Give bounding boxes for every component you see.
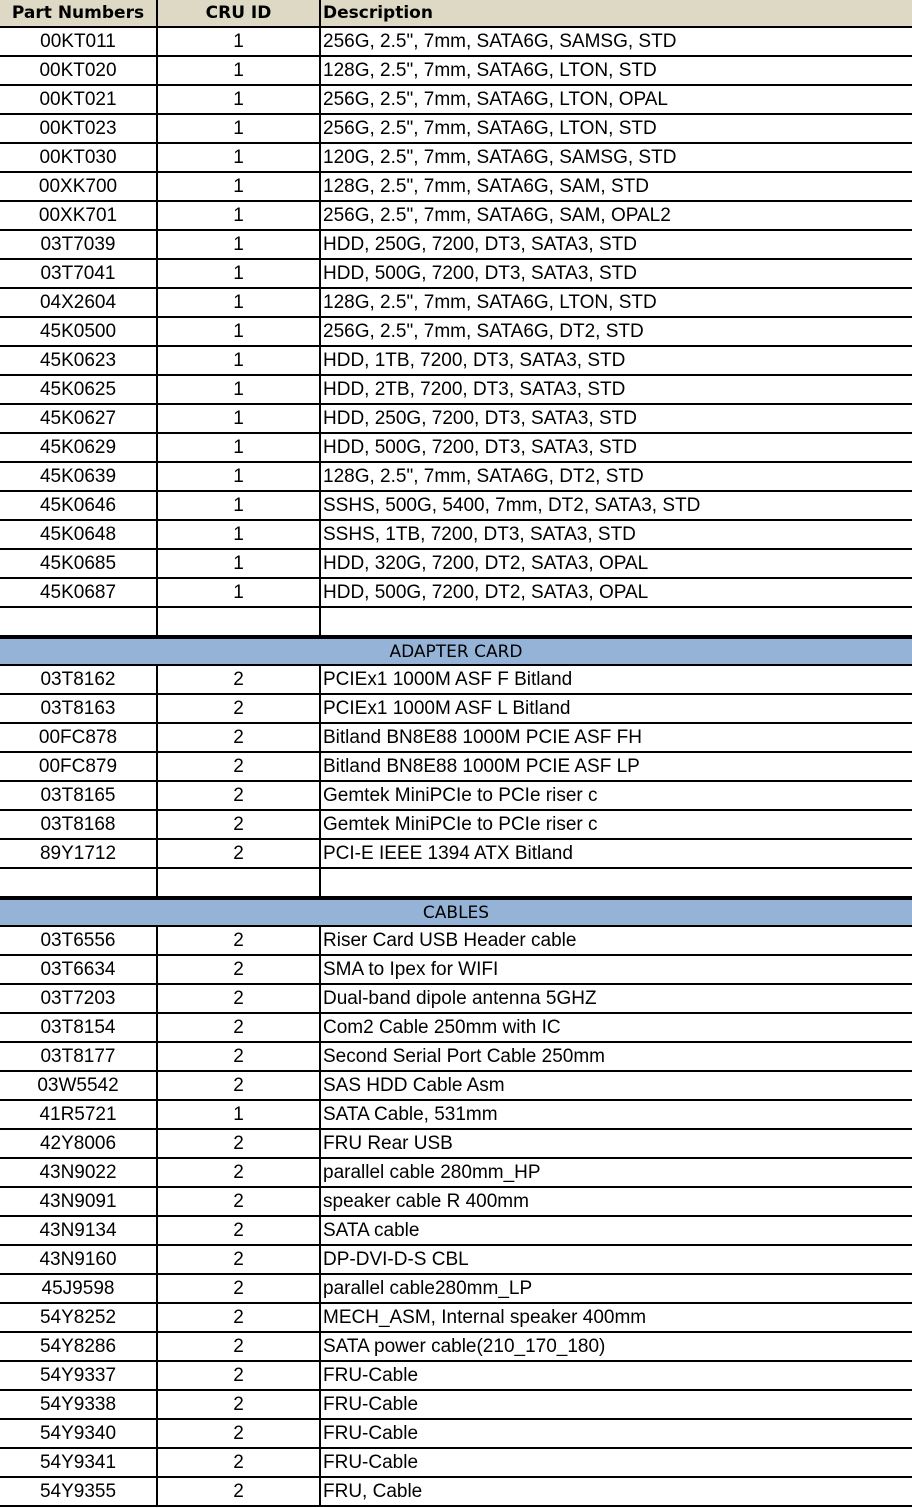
table-row xyxy=(0,1188,912,1217)
table-row xyxy=(0,144,912,173)
table-row xyxy=(0,1043,912,1072)
description-cell[interactable]: PCIEx1 1000M ASF L Bitland xyxy=(323,697,571,719)
part-number-cell[interactable]: 41R5721 xyxy=(0,1101,158,1128)
cru-id-cell[interactable]: 2 xyxy=(158,1130,321,1157)
cru-id-cell[interactable]: 2 xyxy=(158,1072,321,1099)
part-number-cell[interactable]: 03T8163 xyxy=(0,695,158,722)
part-number-cell[interactable]: 54Y8252 xyxy=(0,1304,158,1331)
table-row xyxy=(0,434,912,463)
blank-row xyxy=(0,869,912,898)
cru-id-cell[interactable]: 1 xyxy=(158,57,321,84)
table-row xyxy=(0,579,912,608)
part-number-cell[interactable]: 03T7041 xyxy=(0,260,158,287)
part-number-cell[interactable]: 45K0623 xyxy=(0,347,158,374)
part-number-cell[interactable]: 45K0639 xyxy=(0,463,158,490)
description-cell[interactable]: PCIEx1 1000M ASF F Bitland xyxy=(323,668,573,690)
empty-cell[interactable] xyxy=(158,869,321,896)
cru-id-cell[interactable]: 2 xyxy=(158,1478,321,1505)
adapter-group xyxy=(0,666,912,869)
part-number-cell[interactable]: 54Y8286 xyxy=(0,1333,158,1360)
table-row xyxy=(0,1101,912,1130)
cru-id-cell[interactable]: 2 xyxy=(158,1362,321,1389)
empty-cell[interactable] xyxy=(321,869,912,896)
cru-id-cell[interactable]: 2 xyxy=(158,1246,321,1273)
part-number-cell[interactable]: 43N9160 xyxy=(0,1246,158,1273)
cru-id-cell[interactable]: 2 xyxy=(158,811,321,838)
blank-row xyxy=(0,608,912,637)
table-row xyxy=(0,289,912,318)
table-row xyxy=(0,463,912,492)
part-number-cell[interactable]: 00XK701 xyxy=(0,202,158,229)
part-number-cell[interactable]: 42Y8006 xyxy=(0,1130,158,1157)
part-number-cell[interactable]: 45K0646 xyxy=(0,492,158,519)
cru-id-cell[interactable]: 2 xyxy=(158,1420,321,1447)
part-number-cell[interactable]: 54Y9338 xyxy=(0,1391,158,1418)
part-number-cell[interactable]: 54Y9355 xyxy=(0,1478,158,1505)
cables-group xyxy=(0,927,912,1507)
part-number-cell[interactable]: 03T8168 xyxy=(0,811,158,838)
table-row xyxy=(0,405,912,434)
description-cell[interactable]: FRU, Cable xyxy=(323,1480,423,1502)
part-number-cell[interactable]: 00KT021 xyxy=(0,86,158,113)
description-cell[interactable]: Com2 Cable 250mm with IC xyxy=(323,1016,561,1038)
table-row xyxy=(0,231,912,260)
header-part-numbers[interactable]: Part Numbers xyxy=(0,0,158,26)
cru-id-cell[interactable]: 2 xyxy=(158,695,321,722)
part-number-cell[interactable]: 00KT020 xyxy=(0,57,158,84)
cru-id-cell[interactable]: 1 xyxy=(158,231,321,258)
cru-id-cell[interactable]: 1 xyxy=(158,492,321,519)
description-cell[interactable]: 256G, 2.5", 7mm, SATA6G, SAMSG, STD xyxy=(323,30,677,52)
part-number-cell[interactable]: 00FC878 xyxy=(0,724,158,751)
cru-id-cell[interactable]: 1 xyxy=(158,376,321,403)
storage-group xyxy=(0,28,912,608)
part-number-cell[interactable]: 43N9091 xyxy=(0,1188,158,1215)
cru-id-cell[interactable]: 2 xyxy=(158,1333,321,1360)
description-cell[interactable]: HDD, 250G, 7200, DT3, SATA3, STD xyxy=(323,407,637,429)
table-row xyxy=(0,1449,912,1478)
description-cell[interactable]: Bitland BN8E88 1000M PCIE ASF FH xyxy=(323,726,642,748)
description-cell[interactable]: HDD, 320G, 7200, DT2, SATA3, OPAL xyxy=(323,552,649,574)
cru-id-cell[interactable]: 2 xyxy=(158,724,321,751)
description-cell[interactable]: 256G, 2.5", 7mm, SATA6G, SAM, OPAL2 xyxy=(323,204,671,226)
description-cell[interactable]: Bitland BN8E88 1000M PCIE ASF LP xyxy=(323,755,640,777)
cru-id-cell[interactable]: 1 xyxy=(158,173,321,200)
cru-id-cell[interactable]: 1 xyxy=(158,86,321,113)
table-row xyxy=(0,1130,912,1159)
table-row xyxy=(0,492,912,521)
part-number-cell[interactable]: 54Y9337 xyxy=(0,1362,158,1389)
description-cell[interactable]: Gemtek MiniPCIe to PCIe riser c xyxy=(323,784,598,806)
part-number-cell[interactable]: 03W5542 xyxy=(0,1072,158,1099)
header-row xyxy=(0,0,912,28)
table-row xyxy=(0,1420,912,1449)
cru-id-cell[interactable]: 2 xyxy=(158,1014,321,1041)
part-number-cell[interactable]: 03T8177 xyxy=(0,1043,158,1070)
part-number-cell[interactable]: 03T8154 xyxy=(0,1014,158,1041)
cru-id-cell[interactable]: 1 xyxy=(158,115,321,142)
description-cell[interactable]: FRU-Cable xyxy=(323,1422,419,1444)
table-row xyxy=(0,1014,912,1043)
table-row xyxy=(0,956,912,985)
cru-id-cell[interactable]: 2 xyxy=(158,1449,321,1476)
cru-id-cell[interactable]: 2 xyxy=(158,782,321,809)
section-title[interactable]: ADAPTER CARD xyxy=(389,641,523,662)
cru-id-cell[interactable]: 2 xyxy=(158,927,321,954)
table-row xyxy=(0,1478,912,1507)
description-cell[interactable]: DP-DVI-D-S CBL xyxy=(323,1248,469,1270)
cru-id-cell[interactable]: 1 xyxy=(158,463,321,490)
part-number-cell[interactable]: 00FC879 xyxy=(0,753,158,780)
description-cell[interactable]: SSHS, 500G, 5400, 7mm, DT2, SATA3, STD xyxy=(323,494,701,516)
cru-id-cell[interactable]: 1 xyxy=(158,318,321,345)
description-cell[interactable]: FRU Rear USB xyxy=(323,1132,453,1154)
cru-id-cell[interactable]: 1 xyxy=(158,202,321,229)
description-cell[interactable]: Dual-band dipole antenna 5GHZ xyxy=(323,987,597,1009)
description-cell[interactable]: Second Serial Port Cable 250mm xyxy=(323,1045,605,1067)
cru-id-cell[interactable]: 1 xyxy=(158,550,321,577)
description-cell[interactable]: FRU-Cable xyxy=(323,1393,419,1415)
description-cell[interactable]: 256G, 2.5", 7mm, SATA6G, LTON, OPAL xyxy=(323,88,668,110)
cru-id-cell[interactable]: 1 xyxy=(158,521,321,548)
empty-cell[interactable] xyxy=(0,869,158,896)
table-row xyxy=(0,1246,912,1275)
table-row xyxy=(0,985,912,1014)
table-row xyxy=(0,86,912,115)
table-row xyxy=(0,811,912,840)
empty-cell[interactable] xyxy=(321,608,912,635)
cru-id-cell[interactable]: 2 xyxy=(158,1159,321,1186)
description-cell[interactable]: 256G, 2.5", 7mm, SATA6G, LTON, STD xyxy=(323,117,657,139)
table-row xyxy=(0,550,912,579)
description-cell[interactable]: 128G, 2.5", 7mm, SATA6G, LTON, STD xyxy=(323,59,657,81)
part-number-cell[interactable]: 45K0685 xyxy=(0,550,158,577)
description-cell[interactable]: 128G, 2.5", 7mm, SATA6G, DT2, STD xyxy=(323,465,644,487)
table-row xyxy=(0,57,912,86)
cru-id-cell[interactable]: 2 xyxy=(158,956,321,983)
description-cell[interactable]: HDD, 500G, 7200, DT2, SATA3, OPAL xyxy=(323,581,649,603)
part-number-cell[interactable]: 45K0648 xyxy=(0,521,158,548)
table-row xyxy=(0,1391,912,1420)
part-number-cell[interactable]: 45K0627 xyxy=(0,405,158,432)
table-row xyxy=(0,1275,912,1304)
header-cru-id[interactable]: CRU ID xyxy=(158,0,321,26)
part-number-cell[interactable]: 43N9022 xyxy=(0,1159,158,1186)
description-cell[interactable]: 128G, 2.5", 7mm, SATA6G, LTON, STD xyxy=(323,291,657,313)
description-cell[interactable]: Riser Card USB Header cable xyxy=(323,929,577,951)
description-cell[interactable]: MECH_ASM, Internal speaker 400mm xyxy=(323,1306,647,1328)
section-cables xyxy=(0,898,912,927)
cru-id-cell[interactable]: 2 xyxy=(158,840,321,867)
part-number-cell[interactable]: 00KT011 xyxy=(0,28,158,55)
part-number-cell[interactable]: 54Y9341 xyxy=(0,1449,158,1476)
table-row xyxy=(0,347,912,376)
description-cell[interactable]: parallel cable 280mm_HP xyxy=(323,1161,541,1183)
header-description[interactable]: Description xyxy=(323,3,433,23)
cru-id-cell[interactable]: 2 xyxy=(158,1391,321,1418)
part-number-cell[interactable]: 04X2604 xyxy=(0,289,158,316)
table-row xyxy=(0,666,912,695)
cru-id-cell[interactable]: 2 xyxy=(158,753,321,780)
table-row xyxy=(0,202,912,231)
part-number-cell[interactable]: 00KT030 xyxy=(0,144,158,171)
table-row xyxy=(0,28,912,57)
cru-id-cell[interactable]: 1 xyxy=(158,28,321,55)
description-cell[interactable]: 256G, 2.5", 7mm, SATA6G, DT2, STD xyxy=(323,320,644,342)
table-row xyxy=(0,724,912,753)
table-row xyxy=(0,1333,912,1362)
description-cell[interactable]: HDD, 500G, 7200, DT3, SATA3, STD xyxy=(323,436,637,458)
cru-id-cell[interactable]: 1 xyxy=(158,1101,321,1128)
description-cell[interactable]: HDD, 250G, 7200, DT3, SATA3, STD xyxy=(323,233,637,255)
part-number-cell[interactable]: 03T7039 xyxy=(0,231,158,258)
table-row xyxy=(0,318,912,347)
cru-id-cell[interactable]: 2 xyxy=(158,1217,321,1244)
part-number-cell[interactable]: 45K0687 xyxy=(0,579,158,606)
cru-id-cell[interactable]: 2 xyxy=(158,666,321,693)
table-row xyxy=(0,927,912,956)
table-row xyxy=(0,1159,912,1188)
part-number-cell[interactable]: 45K0625 xyxy=(0,376,158,403)
empty-cell[interactable] xyxy=(158,608,321,635)
table-row xyxy=(0,521,912,550)
part-number-cell[interactable]: 89Y1712 xyxy=(0,840,158,867)
part-number-cell[interactable]: 03T6556 xyxy=(0,927,158,954)
table-row xyxy=(0,840,912,869)
description-cell[interactable]: FRU-Cable xyxy=(323,1451,419,1473)
table-row xyxy=(0,115,912,144)
part-number-cell[interactable]: 43N9134 xyxy=(0,1217,158,1244)
description-cell[interactable]: FRU-Cable xyxy=(323,1364,419,1386)
description-cell[interactable]: SAS HDD Cable Asm xyxy=(323,1074,505,1096)
cru-id-cell[interactable]: 1 xyxy=(158,144,321,171)
cru-id-cell[interactable]: 1 xyxy=(158,434,321,461)
table-row xyxy=(0,376,912,405)
part-number-cell[interactable]: 45J9598 xyxy=(0,1275,158,1302)
section-title[interactable]: CABLES xyxy=(422,902,490,923)
description-cell[interactable]: HDD, 1TB, 7200, DT3, SATA3, STD xyxy=(323,349,626,371)
cru-id-cell[interactable]: 1 xyxy=(158,579,321,606)
part-number-cell[interactable]: 03T8162 xyxy=(0,666,158,693)
part-number-cell[interactable]: 45K0500 xyxy=(0,318,158,345)
part-number-cell[interactable]: 03T7203 xyxy=(0,985,158,1012)
cru-id-cell[interactable]: 1 xyxy=(158,347,321,374)
cru-id-cell[interactable]: 1 xyxy=(158,405,321,432)
table-row xyxy=(0,1362,912,1391)
description-cell[interactable]: SATA cable xyxy=(323,1219,420,1241)
cru-id-cell[interactable]: 2 xyxy=(158,1043,321,1070)
table-row xyxy=(0,260,912,289)
description-cell[interactable]: PCI-E IEEE 1394 ATX Bitland xyxy=(323,842,573,864)
section-adapter-card xyxy=(0,637,912,666)
cru-id-cell[interactable]: 1 xyxy=(158,260,321,287)
part-number-cell[interactable]: 00XK700 xyxy=(0,173,158,200)
description-cell[interactable]: SSHS, 1TB, 7200, DT3, SATA3, STD xyxy=(323,523,636,545)
table-row xyxy=(0,695,912,724)
part-number-cell[interactable]: 45K0629 xyxy=(0,434,158,461)
description-cell[interactable]: SATA power cable(210_170_180) xyxy=(323,1335,606,1357)
description-cell[interactable]: HDD, 2TB, 7200, DT3, SATA3, STD xyxy=(323,378,626,400)
cru-id-cell[interactable]: 2 xyxy=(158,985,321,1012)
table-row xyxy=(0,1304,912,1333)
table-row xyxy=(0,1072,912,1101)
description-cell[interactable]: Gemtek MiniPCIe to PCIe riser c xyxy=(323,813,598,835)
cru-id-cell[interactable]: 2 xyxy=(158,1304,321,1331)
table-row xyxy=(0,1217,912,1246)
cru-id-cell[interactable]: 2 xyxy=(158,1275,321,1302)
table-row xyxy=(0,753,912,782)
description-cell[interactable]: SMA to Ipex for WIFI xyxy=(323,958,499,980)
part-number-cell[interactable]: 00KT023 xyxy=(0,115,158,142)
cru-id-cell[interactable]: 2 xyxy=(158,1188,321,1215)
description-cell[interactable]: HDD, 500G, 7200, DT3, SATA3, STD xyxy=(323,262,637,284)
table-row xyxy=(0,173,912,202)
part-number-cell[interactable]: 03T8165 xyxy=(0,782,158,809)
description-cell[interactable]: SATA Cable, 531mm xyxy=(323,1103,498,1125)
description-cell[interactable]: 120G, 2.5", 7mm, SATA6G, SAMSG, STD xyxy=(323,146,677,168)
empty-cell[interactable] xyxy=(0,608,158,635)
part-number-cell[interactable]: 03T6634 xyxy=(0,956,158,983)
table-row xyxy=(0,782,912,811)
description-cell[interactable]: 128G, 2.5", 7mm, SATA6G, SAM, STD xyxy=(323,175,649,197)
part-number-cell[interactable]: 54Y9340 xyxy=(0,1420,158,1447)
cru-id-cell[interactable]: 1 xyxy=(158,289,321,316)
description-cell[interactable]: parallel cable280mm_LP xyxy=(323,1277,533,1299)
description-cell[interactable]: speaker cable R 400mm xyxy=(323,1190,529,1212)
